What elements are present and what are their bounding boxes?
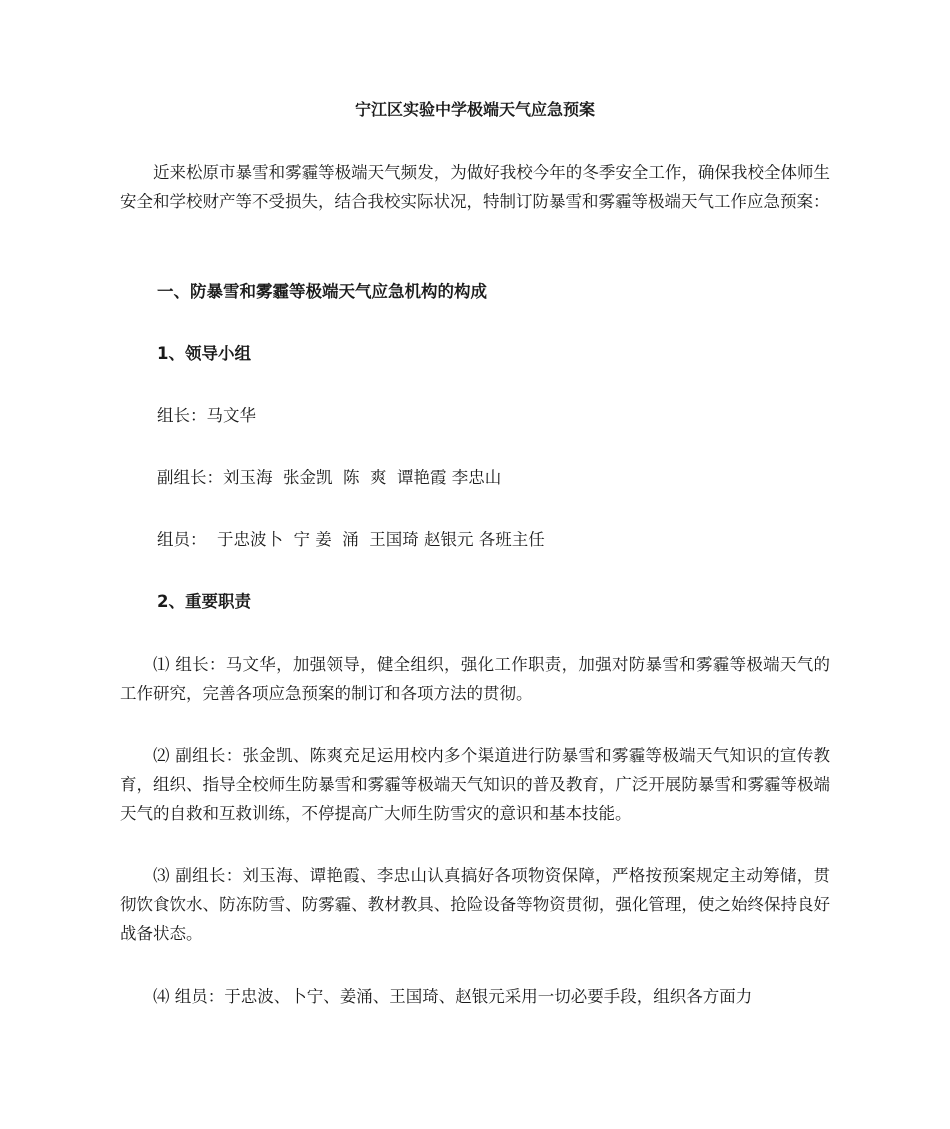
duty-paragraph-1: ⑴ 组长：马文华，加强领导，健全组织，强化工作职责，加强对防暴雪和雾霾等极端天气的工作研究，完善各项应急预案的制订和各项方法的贯彻。 — [120, 655, 830, 703]
duty-paragraph-3: ⑶ 副组长：刘玉海、谭艳霞、李忠山认真搞好各项物资保障，严格按预案规定主动筹储，贯彻饮食饮水、防冻防雪、防雾霾、教材教具、抢险设备等物资贯彻，强化管理，使之始终保持良好战备状态。 — [120, 866, 830, 943]
section-heading: 一、防暴雪和雾霾等极端天气应急机构的构成 — [157, 282, 487, 301]
leader-line: 组长：马文华 — [157, 406, 256, 425]
deputy-leaders-line: 副组长：刘玉海 张金凯 陈 爽 谭艳霞 李忠山 — [157, 468, 502, 487]
duty-paragraph-2: ⑵ 副组长：张金凯、陈爽充足运用校内多个渠道进行防暴雪和雾霾等极端天气知识的宣传教育，组织、指导全校师生防暴雪和雾霾等极端天气知识的普及教育，广泛开展防暴雪和雾霾等极端天气的自救和互救训练，不停提高广大师生防雪灾的意识和基本技能。 — [120, 746, 830, 823]
duty-paragraph-4: ⑷ 组员：于忠波、卜宁、姜涌、王国琦、赵银元采用一切必要手段，组织各方面力 — [153, 987, 753, 1006]
members-line: 组员： 于忠波卜 宁 姜 涌 王国琦 赵银元 各班主任 — [157, 530, 545, 549]
document-title: 宁江区实验中学极端天气应急预案 — [354, 100, 595, 119]
subsection-heading-duties: 2、重要职责 — [157, 592, 251, 611]
intro-paragraph: 近来松原市暴雪和雾霾等极端天气频发，为做好我校今年的冬季安全工作，确保我校全体师生安全和学校财产等不受损失，结合我校实际状况，特制订防暴雪和雾霾等极端天气工作应急预案： — [120, 163, 830, 211]
subsection-heading-leadership: 1、领导小组 — [157, 344, 251, 363]
